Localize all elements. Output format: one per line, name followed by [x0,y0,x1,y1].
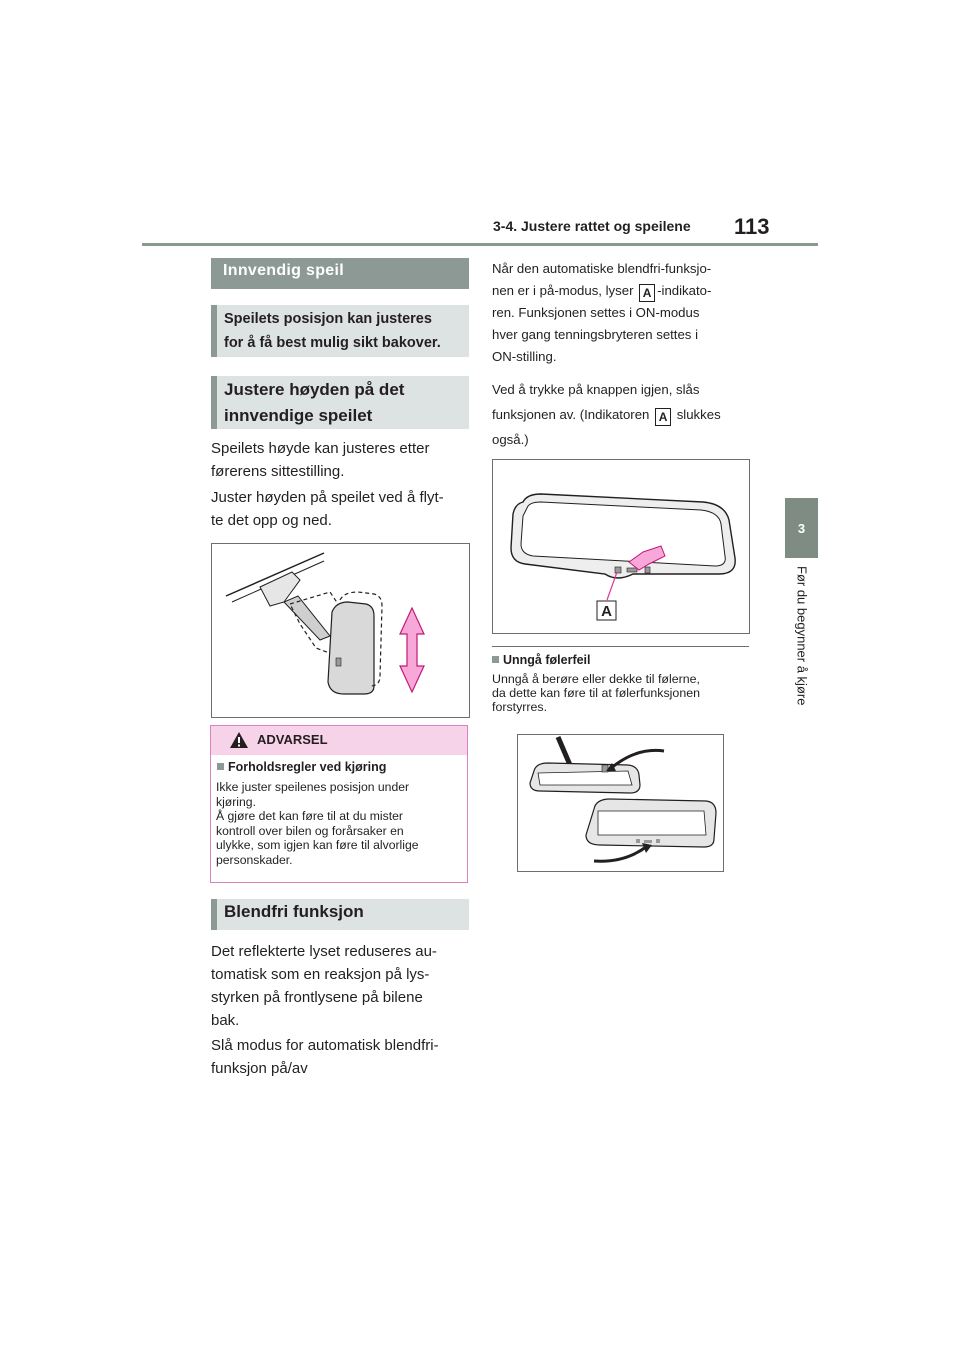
note-subtitle [492,653,591,667]
text-line: te det opp og ned. [211,512,332,529]
antiglare-button-illustration [492,459,750,634]
header-rule [142,243,818,246]
note-line: forstyrres. [492,700,548,714]
intro-line: for å få best mulig sikt bakover. [224,335,441,351]
intro-line: Speilets posisjon kan justeres [224,311,432,327]
bullet-square-icon [217,763,224,770]
note-line: Unngå å berøre eller dekke til følerne, [492,672,700,686]
bullet-square-icon [492,656,499,663]
antiglare-mirror-drawing [493,460,749,633]
note-subtitle-text: Unngå følerfeil [503,653,591,667]
indicator-a-label: A [655,408,671,426]
main-heading: Innvendig speil [211,258,469,289]
height-heading-line: innvendige speilet [224,406,373,425]
chapter-tab[interactable] [785,498,818,558]
text-line: Slå modus for automatisk blendfri- [211,1037,439,1054]
sensor-illustration [517,734,724,872]
text-line: ren. Funksjonen settes i ON-modus [492,305,700,320]
warning-line: Ikke juster speilenes posisjon under [216,780,410,794]
text-line: også.) [492,432,529,447]
text-span: funksjonen av. (Indikatoren [492,407,654,422]
intro-box [211,305,469,357]
height-heading-line: Justere høyden på det [224,380,405,399]
height-paragraph-1 [211,437,469,483]
height-heading [211,376,469,429]
antiglare-description [492,258,752,368]
text-line: hver gang tenningsbryteren settes i [492,327,698,342]
warning-header [211,726,467,755]
antiglare-paragraph-2 [211,1034,469,1080]
mirror-height-drawing [212,544,469,717]
section-title: 3-4. Justere rattet og speilene [493,218,691,234]
text-span: -indikato- [657,283,712,298]
mirror-height-illustration [211,543,470,718]
text-line: ON-stilling. [492,349,557,364]
chapter-number: 3 [797,520,806,536]
warning-line: kjøring. [216,794,256,809]
warning-triangle-icon [229,731,249,749]
warning-line: kontroll over bilen og forårsaker en [216,823,404,838]
text-line: Ved å trykke på knappen igjen, slås [492,382,700,397]
note-body [492,672,747,714]
text-line: Speilets høyde kan justeres etter [211,440,430,457]
note-rule [492,646,749,647]
warning-line: personskader. [216,852,293,867]
text-line: styrken på frontlysene på bilene [211,989,423,1006]
antiglare-paragraph-1 [211,940,469,1032]
warning-subtitle-text: Forholdsregler ved kjøring [228,760,387,774]
text-line: Juster høyden på speilet ved å flyt- [211,489,444,506]
warning-line: Å gjøre det kan føre til at du mister [216,809,403,823]
warning-subtitle [217,760,386,774]
text-span: slukkes [673,407,721,422]
chapter-title-vertical [780,566,824,736]
warning-title: ADVARSEL [257,732,328,747]
text-line: Det reflekterte lyset reduseres au- [211,943,437,960]
page-number: 113 [734,214,770,239]
text-span: nen er i på-modus, lyser [492,283,638,298]
text-line: funksjon på/av [211,1060,308,1077]
sensor-mirror-drawing [518,735,723,871]
chapter-title: Før du begynner å kjøre [794,566,810,706]
text-line [492,404,752,429]
warning-line: ulykke, som igjen kan føre til alvorlige [216,838,419,852]
warning-body [216,780,461,867]
text-line: Når den automatiske blendfri-funksjo- [492,261,712,276]
height-paragraph-2 [211,486,469,532]
indicator-a-label: A [639,284,655,302]
text-line: bak. [211,1012,240,1029]
note-line: da dette kan føre til at følerfunksjonen [492,686,700,700]
antiglare-heading: Blendfri funksjon [211,899,469,930]
antiglare-off-description [492,379,752,451]
text-line: tomatisk som en reaksjon på lys- [211,966,430,983]
text-line [492,280,752,302]
warning-box [210,725,468,883]
text-line: førerens sittestilling. [211,463,345,480]
callout-a-label: A [601,603,612,620]
